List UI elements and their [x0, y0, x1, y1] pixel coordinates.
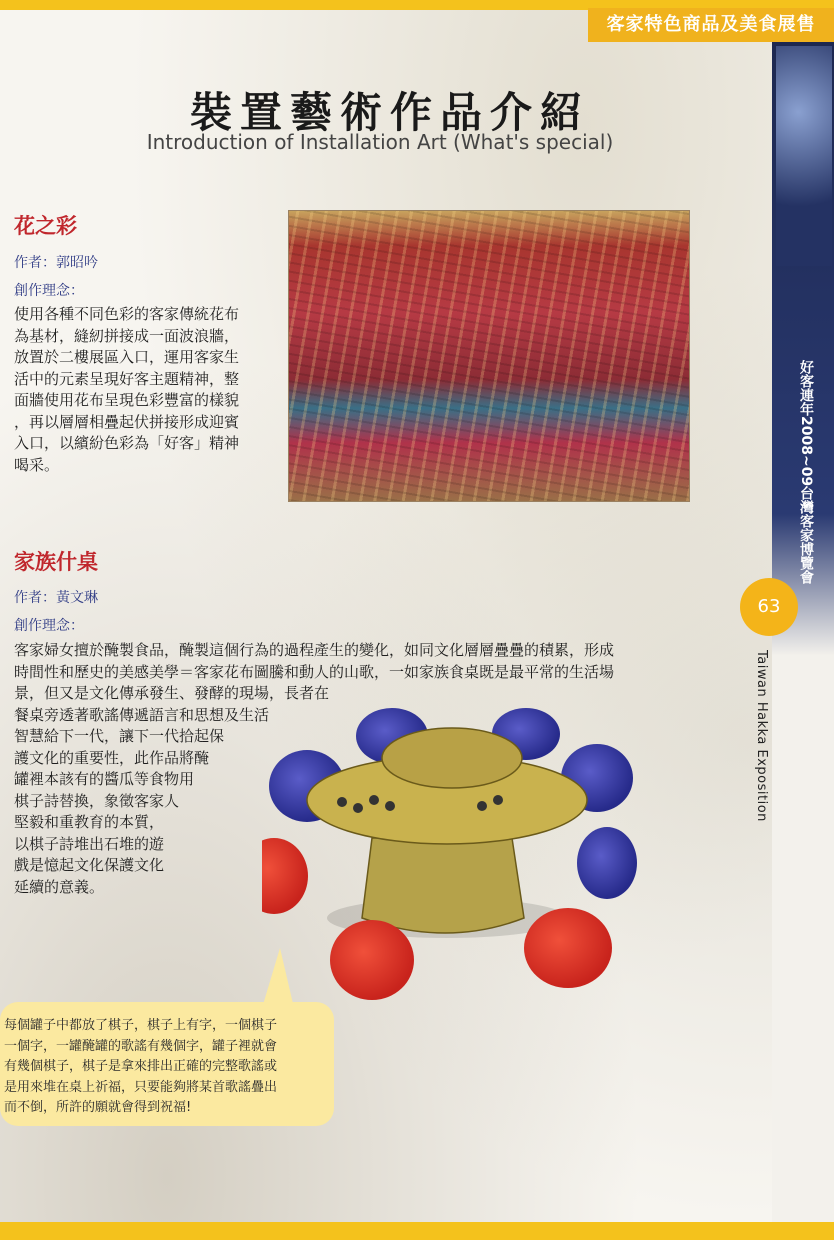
- section2-line: 棋子詩替換，象徵客家人: [14, 791, 180, 810]
- note-line: 一個字，一罐醃罐的歌謠有幾個字，罐子裡就會: [4, 1038, 278, 1054]
- section1-line: 使用各種不同色彩的客家傳統花布: [14, 305, 240, 323]
- section2-line: 罐裡本該有的醬瓜等食物用: [14, 770, 195, 788]
- section1-body: [14, 304, 284, 476]
- section2-line: 景，但又是文化傳承發生、發酵的現場，長者在: [14, 684, 330, 702]
- section1-line: 入口，以繽紛色彩為「好客」精神: [14, 434, 240, 452]
- section1-line: 面牆使用花布呈現色彩豐富的樣貌: [14, 391, 240, 409]
- section2-author: 作者：黃文琳: [14, 590, 98, 606]
- note-line: 而不倒，所許的願就會得到祝福!: [4, 1100, 192, 1115]
- section2-line: 客家婦女擅於醃製食品，醃製這個行為的過程產生的變化，如同文化層層疊疊的積累，形成: [14, 641, 615, 659]
- bottom-accent-strip: [0, 1222, 834, 1240]
- section2-line: 時間性和歷史的美感美學＝客家花布圖騰和動人的山歌，一如家族食桌既是最平常的生活場: [14, 662, 615, 681]
- section1-line: 活中的元素呈現好客主題精神，整: [14, 369, 240, 388]
- family-table-illustration: [262, 708, 642, 1008]
- section2-line: 護文化的重要性，此作品將醃: [14, 748, 210, 767]
- section2-line: 堅毅和重教育的本質，: [14, 813, 165, 831]
- section2-line: 智慧給下一代，讓下一代拾起保: [14, 727, 225, 745]
- section2-line: 以棋子詩堆出石堆的遊: [14, 834, 165, 853]
- category-tag: 客家特色商品及美食展售: [588, 8, 834, 42]
- section1-title: 花之彩: [14, 214, 77, 238]
- section1-line: 喝采。: [14, 455, 60, 474]
- page-subtitle: Introduction of Installation Art (What's special): [146, 130, 614, 154]
- section1-concept-label: 創作理念：: [14, 283, 84, 299]
- section1-line: ，再以層層相疊起伏拼接形成迎賓: [14, 412, 240, 431]
- page-title: 裝置藝術作品介紹: [189, 88, 590, 137]
- note-bubble-tail: [262, 948, 294, 1008]
- side-vertical-title: 好客連年2008~09台灣客家博覽會: [798, 360, 814, 585]
- section2-concept-label: 創作理念：: [14, 618, 84, 634]
- note-line: 每個罐子中都放了棋子，棋子上有字，一個棋子: [4, 1018, 278, 1033]
- page-number: 63: [740, 578, 798, 636]
- hakka-floral-wall-photo: [288, 210, 690, 502]
- section1-line: 為基材，縫紉拼接成一面波浪牆，: [14, 326, 240, 345]
- section2-line: 餐桌旁透著歌謠傳遞語言和思想及生活: [14, 705, 270, 724]
- note-line: 有幾個棋子，棋子是拿來排出正確的完整歌謠或: [4, 1059, 278, 1074]
- flower-decoration-icon: [776, 46, 832, 266]
- note-text: [4, 1016, 330, 1119]
- section2-line: 延續的意義。: [14, 877, 105, 896]
- section2-line: 戲是憶起文化保護文化: [14, 856, 165, 874]
- section2-title: 家族什桌: [14, 550, 98, 574]
- note-line: 是用來堆在桌上祈福，只要能夠將某首歌謠疊出: [4, 1079, 278, 1095]
- section1-line: 放置於二樓展區入口，運用客家生: [14, 348, 240, 366]
- side-vertical-english: Taiwan Hakka Exposition: [754, 650, 769, 822]
- section1-author: 作者：郭昭吟: [14, 255, 98, 271]
